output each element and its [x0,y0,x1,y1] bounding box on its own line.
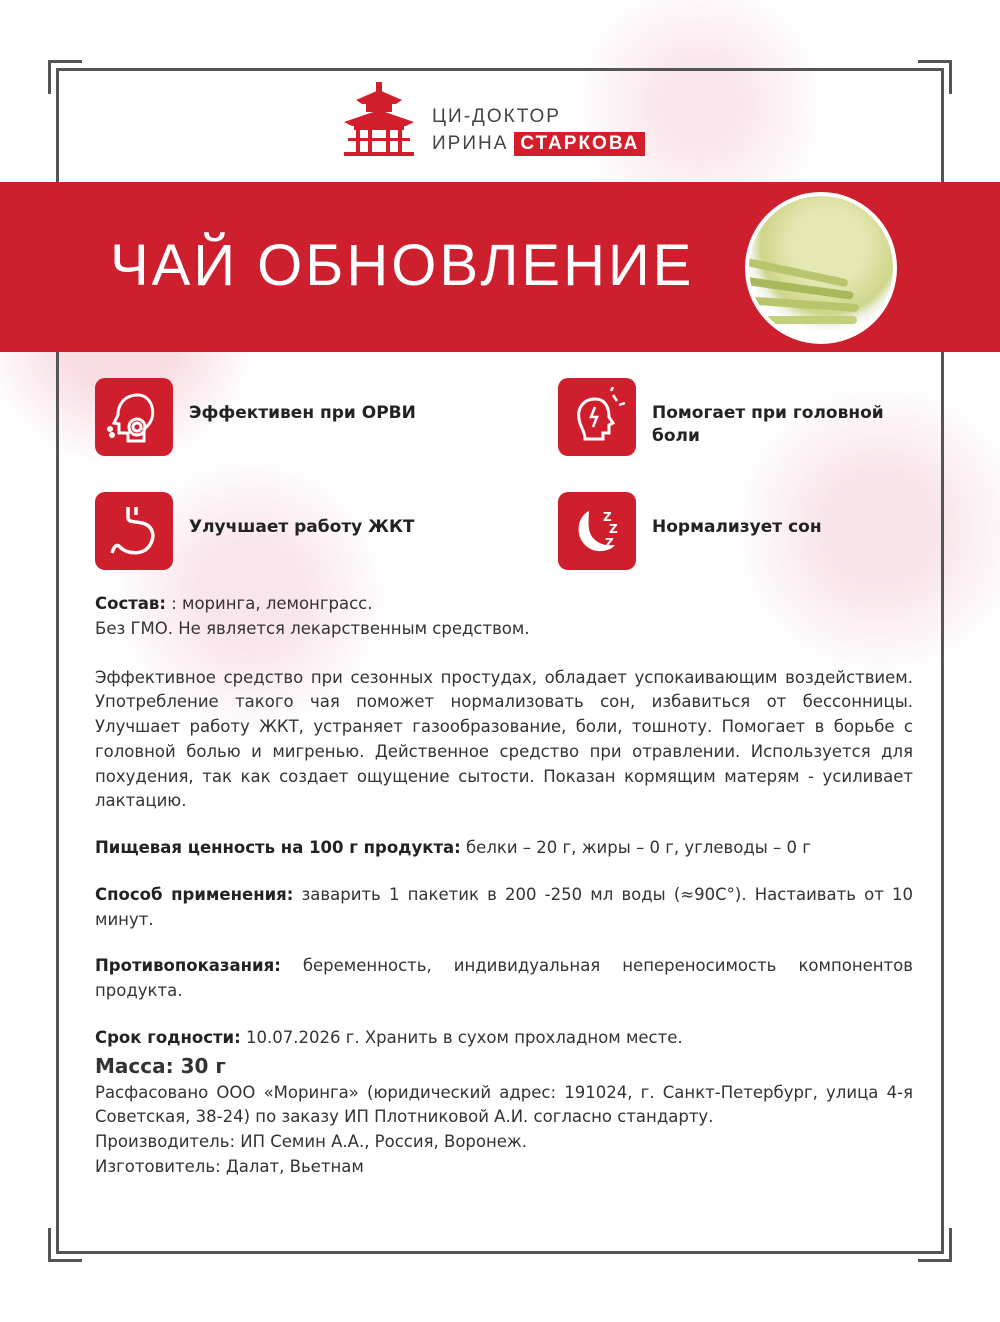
feature-item [95,492,515,570]
frame-corner [918,60,952,94]
shelf-life-line [95,1026,913,1051]
brand-line1: ЦИ-ДОКТОР [432,106,561,127]
product-title: ЧАЙ ОБНОВЛЕНИЕ [110,233,695,298]
composition-value: : моринга, лемонграсс. [165,594,373,613]
brand-line2 [432,132,645,156]
composition-line [95,592,913,617]
usage-line [95,883,913,933]
svg-text:Z: Z [605,536,614,550]
feature-text: Эффективен при ОРВИ [189,403,416,423]
tea-cup-photo [745,192,897,344]
feature-item [558,492,918,570]
composition-note: Без ГМО. Не является лекарственным средством. [95,618,530,638]
feature-item [558,378,918,456]
feature-text: Помогает при головной боли [652,403,884,446]
composition-label: Состав: [95,594,166,613]
nutrition-line [95,836,913,861]
brand-name: ИРИНА [432,133,509,154]
usage-label: Способ применения: [95,884,294,904]
shelf-life-value: 10.07.2026 г. Хранить в сухом прохладном месте. [240,1027,683,1047]
stomach-icon [95,492,173,570]
feature-text: Нормализует сон [652,517,822,537]
svg-text:Z: Z [603,510,612,524]
head-throat-icon [95,378,173,456]
pagoda-icon [338,82,420,160]
mass-label: Масса: 30 г [95,1053,226,1078]
headache-icon [558,378,636,456]
contraindications-label: Противопоказания: [95,956,281,976]
nutrition-value: белки – 20 г, жиры – 0 г, углеводы – 0 г [460,838,811,857]
frame-corner [918,1228,952,1262]
frame-corner [48,1228,82,1262]
svg-text:Z: Z [609,522,618,536]
feature-item [95,378,515,456]
frame-corner [48,60,82,94]
product-description-block [95,592,913,1180]
manufacturer-info: Изготовитель: Далат, Вьетнам [95,1156,364,1176]
brand-logo [338,82,658,162]
shelf-life-label: Срок годности: [95,1027,241,1047]
description-paragraph: Эффективное средство при сезонных простудах, обладает успокаивающим воздействием. Употребление такого чая поможет нормализовать сон, избавиться от бессонницы. Улучшает работу ЖКТ, устраняет газообразование, боли, тошноту. Помогает в борьбе с головной болью и мигренью. Действенное средство при отравлении. Используется для похудения, так как создает ощущение сытости. Показан кормящим матерям - усиливает лактацию. [95,667,913,811]
moon-sleep-icon [558,492,636,570]
brand-badge: СТАРКОВА [514,132,645,156]
contraindications-value: беременность, индивидуальная непереносимость компонентов продукта. [95,956,913,1000]
usage-value: заварить 1 пакетик в 200 -250 мл воды (≈90С°). Настаивать от 10 минут. [95,884,914,929]
contraindications-line [95,954,913,1004]
packer-info: Расфасовано ООО «Моринга» (юридический адрес: 191024, г. Санкт-Петербург, улица 4-я Советская, 38-24) по заказу ИП Плотниковой А.И. согласно стандарту. [95,1082,913,1127]
feature-text: Улучшает работу ЖКТ [189,517,415,537]
producer-info: Производитель: ИП Семин А.А., Россия, Воронеж. [95,1132,528,1151]
nutrition-label: Пищевая ценность на 100 г продукта: [95,838,461,857]
